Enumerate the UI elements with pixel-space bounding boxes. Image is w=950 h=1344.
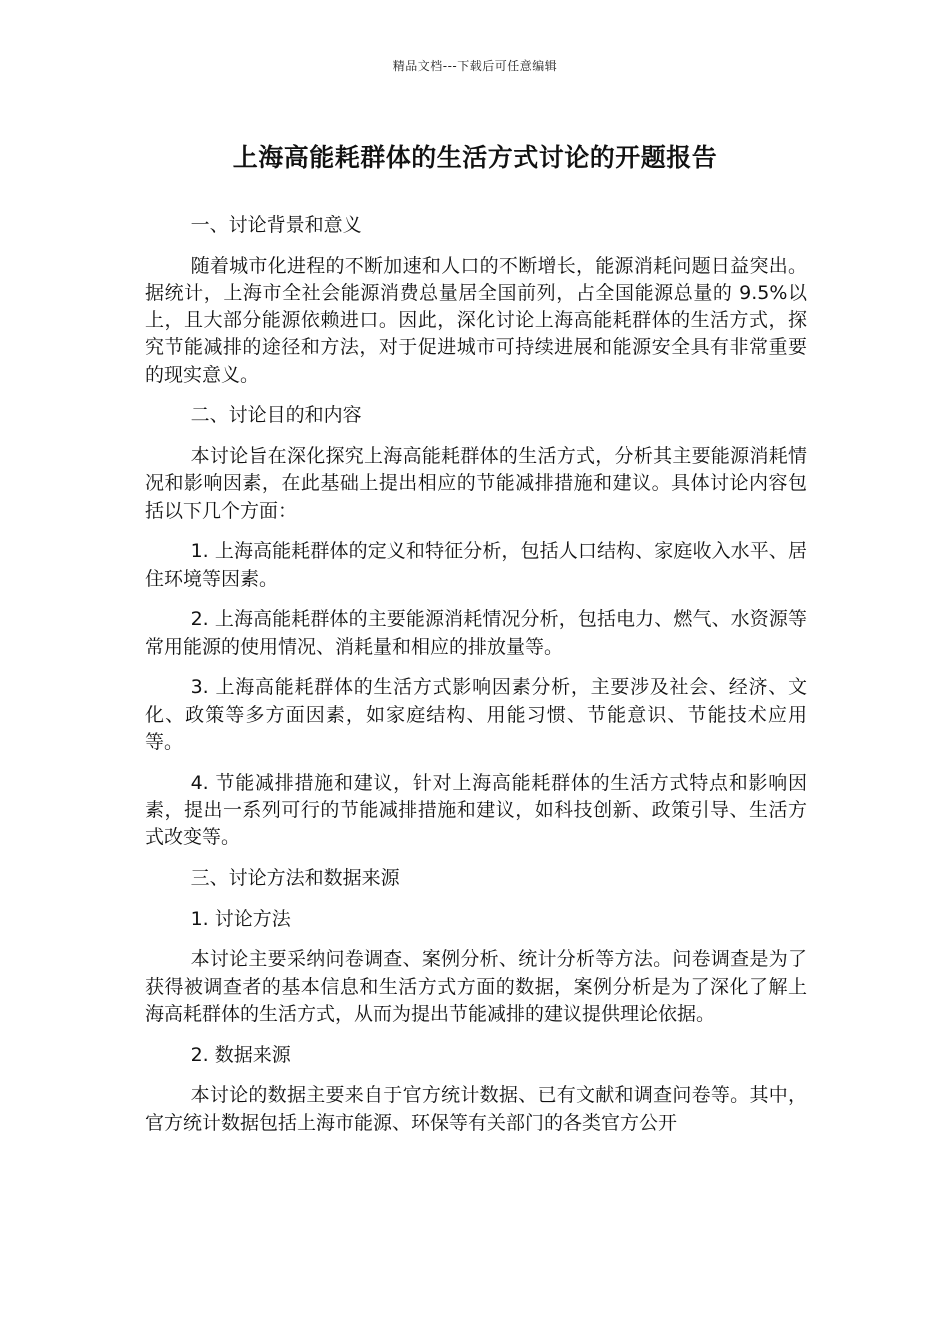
- paragraph-objectives-intro: 本讨论旨在深化探究上海高能耗群体的生活方式，分析其主要能源消耗情况和影响因素，在此基础上提出相应的节能减排措施和建议。具体讨论内容包括以下几个方面：: [145, 445, 807, 522]
- section-heading-objectives: 二、讨论目的和内容: [190, 404, 362, 427]
- subheading-methods: 1. 讨论方法: [190, 907, 291, 930]
- subheading-data-sources: 2. 数据来源: [190, 1043, 291, 1066]
- list-item-1: 1. 上海高能耗群体的定义和特征分析，包括人口结构、家庭收入水平、居住环境等因素。: [145, 540, 807, 590]
- section-heading-methods: 三、讨论方法和数据来源: [190, 866, 400, 889]
- document-body: [145, 212, 807, 1150]
- list-item-4: 4. 节能减排措施和建议，针对上海高能耗群体的生活方式特点和影响因素，提出一系列可行的节能减排措施和建议，如科技创新、政策引导、生活方式改变等。: [145, 771, 807, 849]
- header-note: 精品文档---下载后可任意编辑: [392, 59, 558, 73]
- list-item-3: 3. 上海高能耗群体的生活方式影响因素分析，主要涉及社会、经济、文化、政策等多方面因素，如家庭结构、用能习惯、节能意识、节能技术应用等。: [145, 676, 807, 753]
- section-heading-background: 一、讨论背景和意义: [190, 214, 362, 236]
- list-item-2: 2. 上海高能耗群体的主要能源消耗情况分析，包括电力、燃气、水资源等常用能源的使用情况、消耗量和相应的排放量等。: [145, 608, 807, 658]
- paragraph-data-sources: 本讨论的数据主要来自于官方统计数据、已有文献和调查问卷等。其中，官方统计数据包括上海市能源、环保等有关部门的各类官方公开: [145, 1084, 807, 1134]
- document-title: 上海高能耗群体的生活方式讨论的开题报告: [232, 143, 718, 172]
- paragraph-background: 随着城市化进程的不断加速和人口的不断增长，能源消耗问题日益突出。据统计，上海市全社会能源消费总量居全国前列，占全国能源总量的 9.5%以上，且大部分能源依赖进口。因此，深化讨论上海高能耗群体的生活方式，探究节能减排的途径和方法，对于促进城市可持续进展和能源安全具有非常重要的现实意义。: [145, 254, 807, 386]
- paragraph-methods: 本讨论主要采纳问卷调查、案例分析、统计分析等方法。问卷调查是为了获得被调查者的基本信息和生活方式方面的数据，案例分析是为了深化了解上海高耗群体的生活方式，从而为提出节能减排的建议提供理论依据。: [145, 948, 807, 1025]
